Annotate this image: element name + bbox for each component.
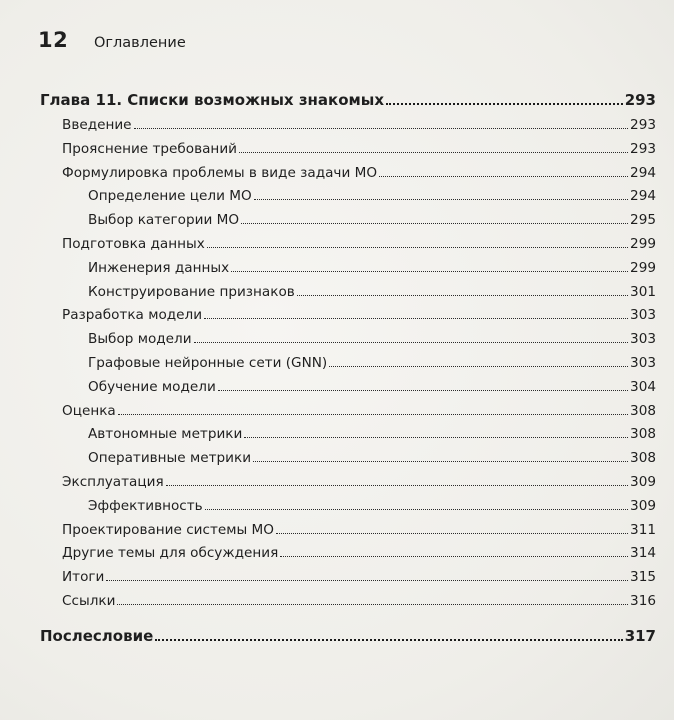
toc-entry-page: 311: [630, 521, 656, 538]
toc-entry-page: 295: [630, 212, 656, 229]
toc-entry-page: 317: [624, 626, 656, 645]
dot-leader: [280, 556, 628, 557]
dot-leader: [379, 176, 628, 177]
toc-entry-page: 294: [630, 188, 656, 205]
toc-entry[interactable]: [40, 162, 656, 186]
dot-leader: [207, 247, 628, 248]
toc-afterword[interactable]: [40, 622, 656, 650]
toc-entry-label: Послесловие: [40, 626, 154, 645]
toc-entry[interactable]: [40, 566, 656, 590]
dot-leader: [297, 295, 628, 296]
toc-entry[interactable]: [40, 471, 656, 495]
dot-leader: [194, 342, 628, 343]
toc-entry[interactable]: [40, 519, 656, 543]
toc-entry-page: 314: [630, 545, 656, 562]
dot-leader: [239, 152, 628, 153]
toc-entry-label: Подготовка данных: [62, 235, 205, 252]
toc-entry[interactable]: [40, 542, 656, 566]
dot-leader: [241, 223, 628, 224]
toc-chapter-11[interactable]: [40, 86, 656, 114]
toc-entry-label: Инженерия данных: [88, 259, 230, 276]
toc-subentry[interactable]: [40, 185, 656, 209]
toc-subentry[interactable]: [40, 209, 656, 233]
dot-leader: [253, 461, 628, 462]
toc-subentry[interactable]: [40, 376, 656, 400]
dot-leader: [204, 318, 628, 319]
dot-leader: [106, 580, 628, 581]
toc-subentry[interactable]: [40, 495, 656, 519]
toc-subentry[interactable]: [40, 257, 656, 281]
dot-leader: [155, 639, 622, 641]
toc-entry-label: Оперативные метрики: [88, 450, 252, 467]
toc-entry[interactable]: [40, 304, 656, 328]
toc-entry-label: Оценка: [62, 402, 116, 419]
toc-subentry[interactable]: [40, 423, 656, 447]
toc-entry-label: Итоги: [62, 569, 105, 586]
toc-entry-label: Эффективность: [88, 497, 203, 514]
toc-entry-page: 308: [630, 450, 656, 467]
toc-entry-page: 293: [624, 91, 656, 109]
dot-leader: [205, 509, 628, 510]
toc-entry-label: Введение: [62, 117, 132, 133]
dot-leader: [231, 271, 628, 272]
running-head: [38, 28, 186, 52]
toc-entry[interactable]: [40, 114, 656, 138]
toc-subentry[interactable]: [40, 447, 656, 471]
toc-entry-label: Другие темы для обсуждения: [62, 545, 279, 562]
table-of-contents: [40, 86, 656, 650]
toc-entry[interactable]: [40, 233, 656, 257]
toc-entry-label: Конструирование признаков: [88, 283, 295, 300]
toc-entry-label: Ссылки: [62, 592, 116, 609]
toc-entry-label: Прояснение требований: [62, 140, 237, 157]
dot-leader: [166, 485, 628, 486]
spacer: [40, 614, 656, 622]
dot-leader: [218, 390, 628, 391]
toc-entry-page: 309: [630, 473, 656, 490]
toc-entry-label: Выбор категории МО: [88, 212, 240, 229]
running-title: Оглавление: [94, 35, 186, 51]
page-number: 12: [38, 28, 69, 52]
toc-subentry[interactable]: [40, 352, 656, 376]
toc-entry-page: 308: [630, 426, 656, 443]
toc-entry-label: Обучение модели: [88, 378, 216, 395]
toc-entry-page: 309: [630, 497, 656, 514]
toc-entry-label: Автономные метрики: [88, 426, 243, 443]
toc-subentry[interactable]: [40, 281, 656, 305]
toc-entry-label: Глава 11. Списки возможных знакомых: [40, 91, 385, 109]
dot-leader: [134, 128, 628, 129]
toc-entry[interactable]: [40, 138, 656, 162]
toc-entry-page: 315: [630, 569, 656, 586]
toc-entry-page: 303: [630, 331, 656, 348]
toc-entry-page: 304: [630, 378, 656, 395]
toc-entry[interactable]: [40, 590, 656, 614]
toc-entry-page: 299: [630, 259, 656, 276]
dot-leader: [254, 199, 628, 200]
toc-entry-page: 316: [630, 592, 656, 609]
dot-leader: [244, 437, 628, 438]
dot-leader: [329, 366, 628, 367]
toc-entry-page: 293: [630, 117, 656, 133]
toc-entry-label: Проектирование системы МО: [62, 521, 274, 538]
toc-entry-label: Эксплуатация: [62, 473, 164, 490]
toc-entry-label: Разработка модели: [62, 307, 203, 324]
toc-entry-page: 299: [630, 235, 656, 252]
toc-entry-page: 303: [630, 307, 656, 324]
toc-entry-label: Определение цели МО: [88, 188, 252, 205]
toc-entry-page: 293: [630, 140, 656, 157]
dot-leader: [276, 533, 628, 534]
toc-entry-page: 294: [630, 164, 656, 181]
toc-entry-page: 303: [630, 354, 656, 371]
toc-entry-label: Формулировка проблемы в виде задачи МО: [62, 164, 378, 181]
toc-entry-label: Выбор модели: [88, 331, 192, 348]
toc-entry-page: 308: [630, 402, 656, 419]
dot-leader: [386, 103, 623, 105]
toc-entry[interactable]: [40, 400, 656, 424]
toc-entry-page: 301: [630, 283, 656, 300]
dot-leader: [118, 414, 628, 415]
toc-entry-label: Графовые нейронные сети (GNN): [88, 354, 328, 371]
dot-leader: [117, 604, 628, 605]
toc-subentry[interactable]: [40, 328, 656, 352]
